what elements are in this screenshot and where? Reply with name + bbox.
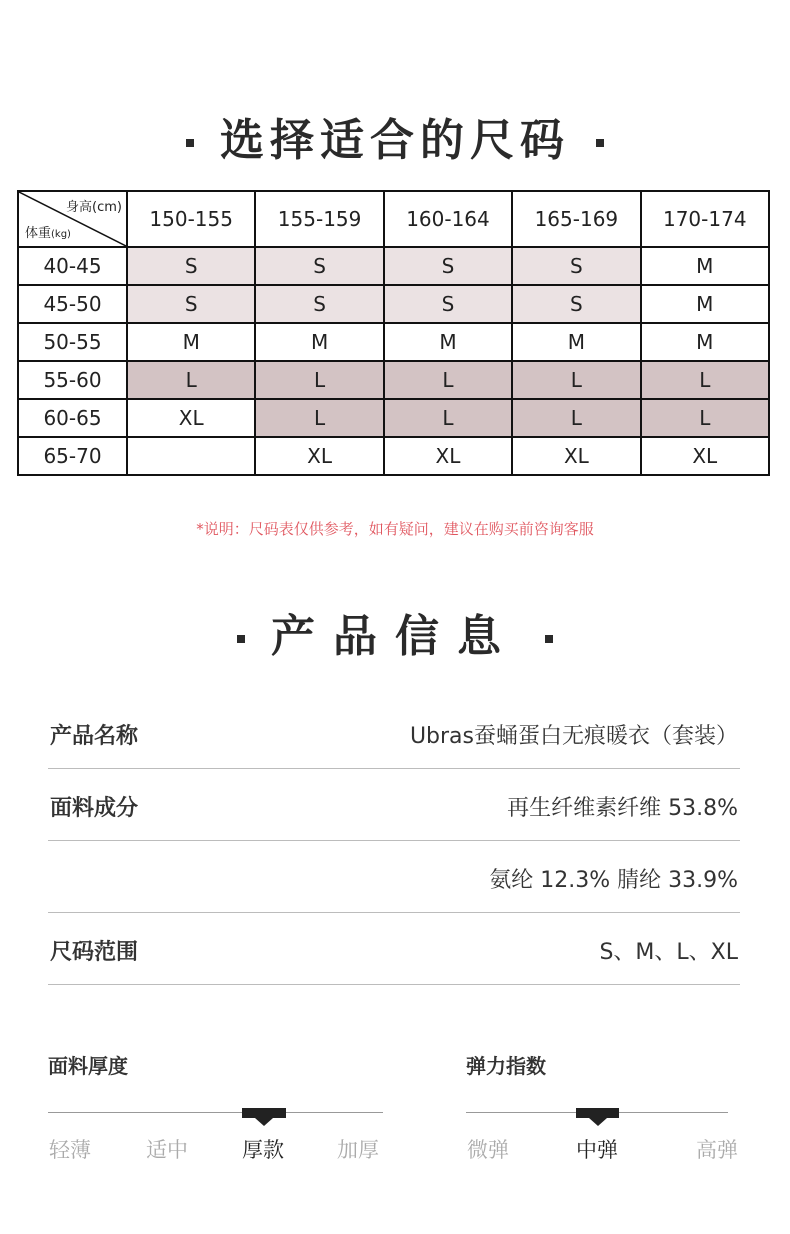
thickness-label: 轻薄 xyxy=(49,1138,91,1162)
elasticity-label: 微弹 xyxy=(467,1138,509,1162)
size-cell: L xyxy=(255,399,383,437)
size-cell: M xyxy=(384,323,512,361)
thickness-label: 加厚 xyxy=(337,1138,379,1162)
size-cell: L xyxy=(512,361,640,399)
info-value: 氨纶 12.3% 腈纶 33.9% xyxy=(489,868,738,893)
info-value: Ubras蚕蛹蛋白无痕暖衣（套装） xyxy=(409,724,738,749)
thickness-label: 适中 xyxy=(146,1138,188,1162)
size-cell xyxy=(127,437,255,475)
size-cell: S xyxy=(255,285,383,323)
size-cell: L xyxy=(255,361,383,399)
weight-row-header: 60-65 xyxy=(18,399,127,437)
size-cell: L xyxy=(384,361,512,399)
size-cell: XL xyxy=(255,437,383,475)
table-row xyxy=(18,437,769,475)
weight-axis-label: 体重(kg) xyxy=(25,226,71,241)
title-dot-right xyxy=(596,139,604,147)
product-title-text: 产品信息 xyxy=(271,611,519,662)
size-cell: M xyxy=(641,323,769,361)
thickness-scale-line xyxy=(48,1112,383,1113)
size-cell: XL xyxy=(641,437,769,475)
elasticity-marker xyxy=(576,1108,619,1118)
weight-row-header: 65-70 xyxy=(18,437,127,475)
height-col-header: 165-169 xyxy=(512,191,640,247)
size-cell: L xyxy=(641,361,769,399)
size-cell: L xyxy=(127,361,255,399)
size-cell: M xyxy=(641,247,769,285)
table-row xyxy=(18,399,769,437)
table-row xyxy=(18,323,769,361)
info-key: 尺码范围 xyxy=(50,940,139,965)
height-col-header: 155-159 xyxy=(255,191,383,247)
size-cell: L xyxy=(512,399,640,437)
info-value: S、M、L、XL xyxy=(599,940,738,965)
size-cell: M xyxy=(641,285,769,323)
size-section-title xyxy=(0,104,790,168)
weight-row-header: 55-60 xyxy=(18,361,127,399)
size-cell: S xyxy=(384,247,512,285)
thickness-marker xyxy=(242,1108,286,1118)
size-cell: S xyxy=(512,285,640,323)
size-cell: L xyxy=(641,399,769,437)
height-col-header: 150-155 xyxy=(127,191,255,247)
size-cell: S xyxy=(255,247,383,285)
weight-row-header: 45-50 xyxy=(18,285,127,323)
size-cell: XL xyxy=(384,437,512,475)
info-row-name xyxy=(48,697,740,769)
size-table-corner-cell xyxy=(18,191,127,247)
elasticity-label-selected: 中弹 xyxy=(576,1138,618,1162)
size-cell: L xyxy=(384,399,512,437)
elasticity-label: 高弹 xyxy=(696,1138,738,1162)
title-dot-left xyxy=(237,635,245,643)
size-cell: S xyxy=(127,285,255,323)
height-col-header: 160-164 xyxy=(384,191,512,247)
title-dot-left xyxy=(186,139,194,147)
table-row xyxy=(18,247,769,285)
size-cell: XL xyxy=(512,437,640,475)
weight-row-header: 50-55 xyxy=(18,323,127,361)
info-key: 面料成分 xyxy=(50,796,139,821)
info-key: 产品名称 xyxy=(50,724,139,749)
title-dot-right xyxy=(545,635,553,643)
table-row xyxy=(18,361,769,399)
product-section-title xyxy=(0,600,790,664)
size-note: *说明：尺码表仅供参考，如有疑问，建议在购买前咨询客服 xyxy=(196,520,594,538)
size-cell: M xyxy=(127,323,255,361)
height-axis-label: 身高(cm) xyxy=(66,200,122,215)
thickness-title: 面料厚度 xyxy=(48,1054,128,1078)
size-cell: M xyxy=(512,323,640,361)
info-row-size-range xyxy=(48,913,740,985)
weight-row-header: 40-45 xyxy=(18,247,127,285)
size-cell: S xyxy=(127,247,255,285)
table-row xyxy=(18,285,769,323)
height-col-header: 170-174 xyxy=(641,191,769,247)
info-row-fabric-cont xyxy=(48,841,740,913)
size-cell: XL xyxy=(127,399,255,437)
size-cell: M xyxy=(255,323,383,361)
size-chart-table xyxy=(17,190,770,476)
elasticity-title: 弹力指数 xyxy=(466,1054,546,1078)
size-title-text: 选择适合的尺码 xyxy=(220,115,570,166)
size-cell: S xyxy=(384,285,512,323)
info-row-fabric xyxy=(48,769,740,841)
thickness-label-selected: 厚款 xyxy=(242,1138,284,1162)
size-table-header-row xyxy=(18,191,769,247)
info-value: 再生纤维素纤维 53.8% xyxy=(507,796,738,821)
size-cell: S xyxy=(512,247,640,285)
